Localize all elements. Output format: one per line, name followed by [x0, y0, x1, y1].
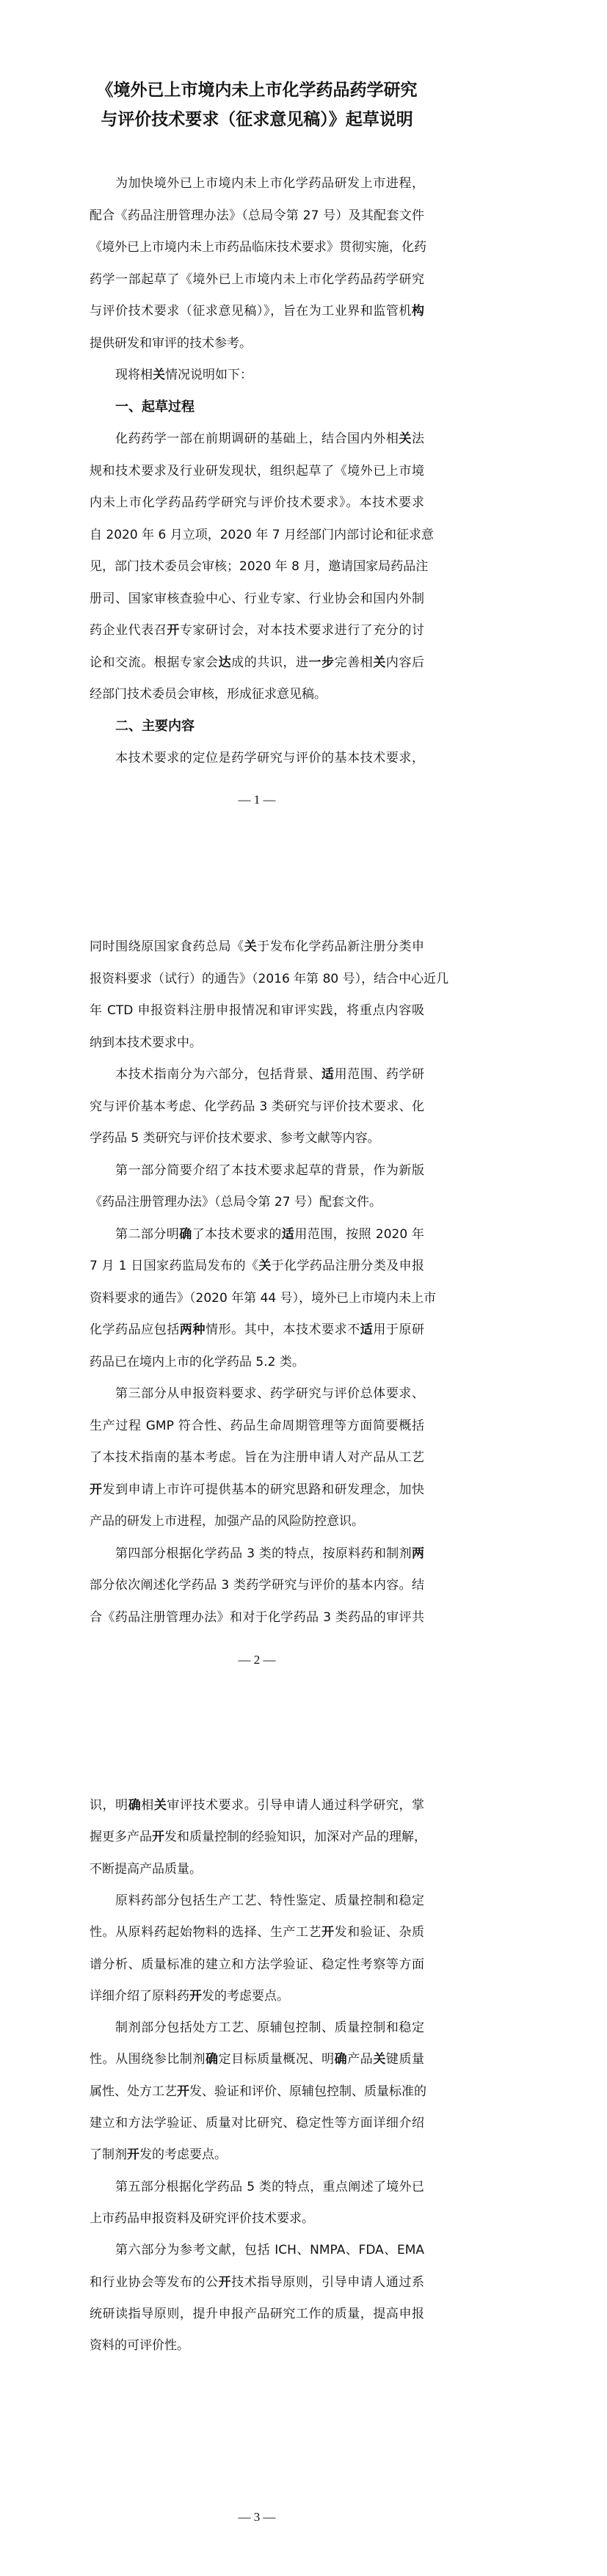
text-segment: 第五部分根据化学药品 5 类的特点，重点阐述了境外已 [115, 2179, 424, 2194]
text-segment: 第三部分从申报资料要求、药学研究与评价总体要求、 [115, 1386, 424, 1401]
text-line [90, 1225, 424, 1244]
page-number: — 1 — [238, 793, 276, 807]
text-segment: 合《药品注册管理办法》和对于化学药品 3 类药品的审评共 [90, 1609, 424, 1625]
document-title-line-1: 《境外已上市境内未上市化学药品药学研究 [96, 81, 418, 100]
bold-text: 确 [128, 1798, 142, 1813]
text-segment: 键质量 [385, 2052, 425, 2067]
text-segment: 二、主要内容 [115, 718, 195, 734]
text-segment: 为加快境外已上市境内未上市化学药品研发上市进程， [115, 176, 424, 191]
text-segment: 了本技术要求的 [192, 1226, 282, 1242]
text-segment: 规和技术要求及行业研发现状，组织起草了《境外已上市境 [90, 463, 424, 479]
text-line [90, 2145, 424, 2164]
text-line [90, 1353, 424, 1372]
text-line [90, 1193, 424, 1212]
text-line [90, 525, 434, 545]
bold-text: 开 [90, 1482, 103, 1497]
bold-text: 两 [412, 1546, 424, 1561]
bold-text: 适 [321, 1067, 335, 1082]
text-segment: 用于原研 [373, 1322, 425, 1337]
bold-text: 开 [167, 623, 180, 638]
bold-text: 关 [258, 1259, 272, 1273]
bold-text: 开 [218, 2274, 232, 2290]
text-line [90, 621, 424, 640]
text-segment: 内容后 [385, 655, 425, 670]
text-segment: 识，明 [90, 1798, 128, 1813]
text-line [90, 1923, 424, 1942]
text-line [90, 1796, 424, 1815]
text-segment: 于化学药品注册分类及申报 [271, 1259, 424, 1273]
bold-text: 关 [373, 655, 386, 670]
text-line [90, 1544, 424, 1563]
text-line [90, 1033, 424, 1052]
text-line [90, 429, 424, 448]
text-segment: 握更多产品 [90, 1830, 152, 1845]
text-line [90, 2114, 424, 2133]
page-number: — 2 — [238, 1653, 276, 1667]
document-title-line-2: 与评价技术要求（征求意见稿）》起草说明 [101, 110, 413, 129]
text-line [90, 1512, 424, 1531]
text-line [90, 1608, 424, 1627]
text-segment: 纳到本技术要求中。 [90, 1035, 202, 1050]
text-segment: 相 [141, 1798, 154, 1813]
text-segment: 用范围，按照 2020 年 [294, 1226, 425, 1242]
text-line [90, 1384, 424, 1403]
text-segment: 本技术指南分为六部分，包括背景、 [115, 1067, 322, 1082]
text-segment: 和行业协会等发布的公 [90, 2274, 219, 2290]
text-segment: 统研读指导原则，提升申报产品研究工作的质量，提高申报 [90, 2306, 424, 2321]
text-segment: 究与评价基本考虑、化学药品 3 类研究与评价技术要求、化 [90, 1099, 424, 1114]
text-segment: 第六部分为参考文献，包括 ICH、NMPA、FDA、EMA [115, 2243, 424, 2258]
text-segment: 定目标质量概况、明 [218, 2052, 335, 2067]
text-line [90, 937, 424, 956]
text-line [90, 270, 424, 289]
section-heading [90, 398, 424, 417]
text-line [90, 2241, 424, 2260]
text-segment: 产品 [347, 2052, 374, 2067]
text-segment: 册司、国家审核查验中心、行业专家、行业协会和国内外制 [90, 591, 424, 606]
text-segment: 了制剂 [90, 2147, 127, 2163]
text-segment: 资料的可评价性。 [90, 2338, 189, 2354]
text-segment: 论和交流。根据专家会 [90, 655, 219, 670]
text-segment: 药学一部起草了《境外已上市境内未上市化学药品药学研究 [90, 272, 424, 287]
text-line [90, 1320, 424, 1339]
text-segment: 建立和方法学验证、质量对比研究、稳定性等方面详细介绍 [90, 2116, 424, 2131]
bold-text: 关 [399, 432, 412, 446]
text-segment: 药品已在境内上市的化学药品 5.2 类。 [90, 1354, 305, 1369]
text-line [90, 557, 429, 576]
bold-text: 开 [177, 2084, 189, 2099]
text-segment: 药企业代表召 [90, 623, 167, 638]
text-line [90, 1161, 424, 1180]
text-segment: 谱分析、质量标准的建立和方法学验证、稳定性考察等方面 [90, 1957, 424, 1972]
text-segment: 完善相 [334, 655, 374, 670]
bold-text: 确 [179, 1226, 192, 1242]
text-segment: 见，部门技术委员会审核；2020 年 8 月，邀请国家局药品注 [90, 559, 429, 574]
text-line [90, 1097, 424, 1116]
text-line [90, 174, 424, 193]
bold-text: 关 [373, 2052, 386, 2067]
text-segment: 第一部分简要介绍了本技术要求起草的背景，作为新版 [115, 1163, 424, 1178]
page-number: — 3 — [238, 2510, 276, 2524]
text-segment: 《境外已上市境内未上市药品临床技术要求》贯彻实施，化药 [90, 240, 426, 255]
text-line [90, 1891, 424, 1910]
bold-text: 确 [206, 2052, 219, 2067]
text-line [90, 1860, 424, 1879]
text-segment: 同时围绕原国家食药总局《 [90, 939, 244, 954]
text-segment: 自 2020 年 6 月立项，2020 年 7 月经部门内部讨论和征求意 [90, 527, 434, 542]
text-line [90, 1987, 424, 2006]
bold-text: 适 [281, 1226, 295, 1242]
text-segment: 发的考虑要点。 [139, 2147, 227, 2163]
text-segment: 于发布化学药品新注册分类申 [257, 939, 425, 954]
bold-text: 两种 [179, 1322, 206, 1337]
text-line [90, 2050, 424, 2069]
bold-text: 关 [244, 939, 258, 954]
text-segment: 情况说明如下： [165, 368, 252, 382]
bold-text: 关 [153, 368, 165, 382]
text-segment: 一、起草过程 [115, 399, 195, 415]
text-segment: 发和质量控制的经验知识，加深对产品的理解， [164, 1830, 426, 1845]
text-line [90, 1256, 424, 1276]
text-line [90, 1416, 424, 1436]
bold-text: 开 [321, 1925, 335, 1940]
text-line [90, 462, 424, 481]
text-segment: 第二部分明 [115, 1226, 180, 1242]
text-line [90, 653, 424, 672]
text-segment: 发、验证和评价、原辅包控制、质量标准的 [189, 2084, 426, 2099]
text-line [90, 589, 424, 608]
text-line [90, 1065, 424, 1084]
text-line [90, 2304, 424, 2324]
bold-text: 开 [152, 1830, 164, 1845]
text-segment: 上市药品申报资料及研究评价技术要求。 [90, 2211, 314, 2226]
text-line [90, 2018, 424, 2037]
text-segment: 学药品 5 类研究与评价技术要求、参考文献等内容。 [90, 1131, 380, 1146]
text-line [90, 685, 424, 704]
bold-text: 关 [153, 1798, 167, 1813]
text-segment: 《药品注册管理办法》（总局令第 27 号）配套文件。 [90, 1195, 382, 1209]
text-line [90, 1480, 424, 1499]
text-line [90, 206, 424, 225]
text-segment: 制剂部分包括处方工艺、原辅包控制、质量控制和稳定 [115, 2020, 424, 2036]
text-segment: 本技术要求的定位是药学研究与评价的基本技术要求， [115, 751, 424, 765]
text-segment: 现将相 [115, 368, 153, 382]
text-segment: 审评技术要求。引导申请人通过科学研究，掌 [167, 1798, 425, 1813]
text-segment: 详细介绍了原料药 [90, 1988, 189, 2004]
text-segment: 技术指导原则，引导申请人通过系 [231, 2274, 425, 2290]
text-line [90, 334, 424, 353]
text-line [90, 302, 424, 321]
bold-text: 一步 [308, 655, 335, 670]
text-line [90, 749, 424, 768]
text-segment: 产品的研发上市进程，加强产品的风险防控意识。 [90, 1514, 364, 1529]
text-segment: 第四部分根据化学药品 3 类的特点，按原料药和制剂 [115, 1546, 412, 1561]
text-segment: 年 CTD 申报资料注册申报情况和审评实践，将重点内容吸 [90, 1003, 424, 1018]
text-line [90, 1129, 424, 1148]
text-segment: 法 [412, 432, 425, 446]
text-segment: 化药药学一部在前期调研的基础上，结合国内外相 [115, 432, 399, 446]
text-segment: 用范围、药学研 [334, 1067, 425, 1082]
text-line [90, 2273, 424, 2292]
text-segment: 报资料要求（试行）的通告》（2016 年第 80 号），结合中心近几 [90, 971, 449, 986]
bold-text: 构 [412, 304, 424, 319]
text-line [90, 1448, 424, 1467]
text-segment: 性。从围绕参比制剂 [90, 2052, 206, 2067]
text-line [90, 238, 424, 257]
text-line [90, 969, 449, 989]
text-segment: 经部门技术委员会审核，形成征求意见稿。 [90, 687, 327, 702]
text-segment: 了本技术指南的基本考虑。旨在为注册申请人对产品从工艺 [90, 1450, 424, 1465]
bold-text: 适 [360, 1322, 374, 1337]
text-segment: 化学药品应包括 [90, 1322, 180, 1337]
text-segment: 内未上市化学药品药学研究与评价技术要求》。本技术要求 [90, 495, 424, 510]
text-segment: 原料药部分包括生产工艺、特性鉴定、质量控制和稳定 [115, 1893, 424, 1908]
text-segment: 属性、处方工艺 [90, 2084, 177, 2099]
text-line [90, 1576, 424, 1595]
text-line [90, 365, 424, 385]
text-segment: 性。从原料药起始物料的选择、生产工艺 [90, 1925, 322, 1940]
text-line [90, 1827, 424, 1847]
text-segment: 发的考虑要点。 [202, 1988, 289, 2004]
text-line [90, 493, 424, 512]
bold-text: 开 [189, 1988, 202, 2004]
text-line [90, 2336, 424, 2355]
bold-text: 确 [334, 2052, 348, 2067]
text-line [90, 2209, 424, 2228]
text-line [90, 2082, 424, 2101]
text-line [90, 1955, 424, 1974]
section-heading [90, 717, 424, 736]
bold-text: 达 [218, 655, 232, 670]
text-line [90, 2177, 424, 2197]
text-segment: 成的共识，进 [231, 655, 309, 670]
text-segment: 情形。其中，本技术要求不 [206, 1322, 360, 1337]
text-line [90, 1289, 437, 1308]
text-segment: 与评价技术要求（征求意见稿）》，旨在为工业界和监管机 [90, 304, 412, 319]
text-line [90, 1001, 424, 1020]
text-segment: 不断提高产品质量。 [90, 1861, 202, 1877]
text-segment: 配合《药品注册管理办法》（总局令第 27 号）及其配套文件 [90, 208, 424, 223]
text-segment: 资料要求的通告》（2020 年第 44 号），境外已上市境内未上市 [90, 1290, 437, 1306]
text-segment: 发和验证、杂质 [334, 1925, 425, 1940]
text-segment: 7 月 1 日国家药监局发布的《 [90, 1259, 259, 1273]
text-segment: 部分依次阐述化学药品 3 类药学研究与评价的基本内容。结 [90, 1578, 424, 1593]
text-segment: 提供研发和审评的技术参考。 [90, 335, 252, 351]
text-segment: 生产过程 GMP 符合性、药品生命周期管理等方面简要概括 [90, 1418, 424, 1433]
text-segment: 专家研讨会，对本技术要求进行了充分的讨 [179, 623, 425, 638]
text-segment: 发到申请上市许可提供基本的研究思路和研发理念，加快 [102, 1482, 425, 1497]
bold-text: 开 [127, 2147, 139, 2163]
